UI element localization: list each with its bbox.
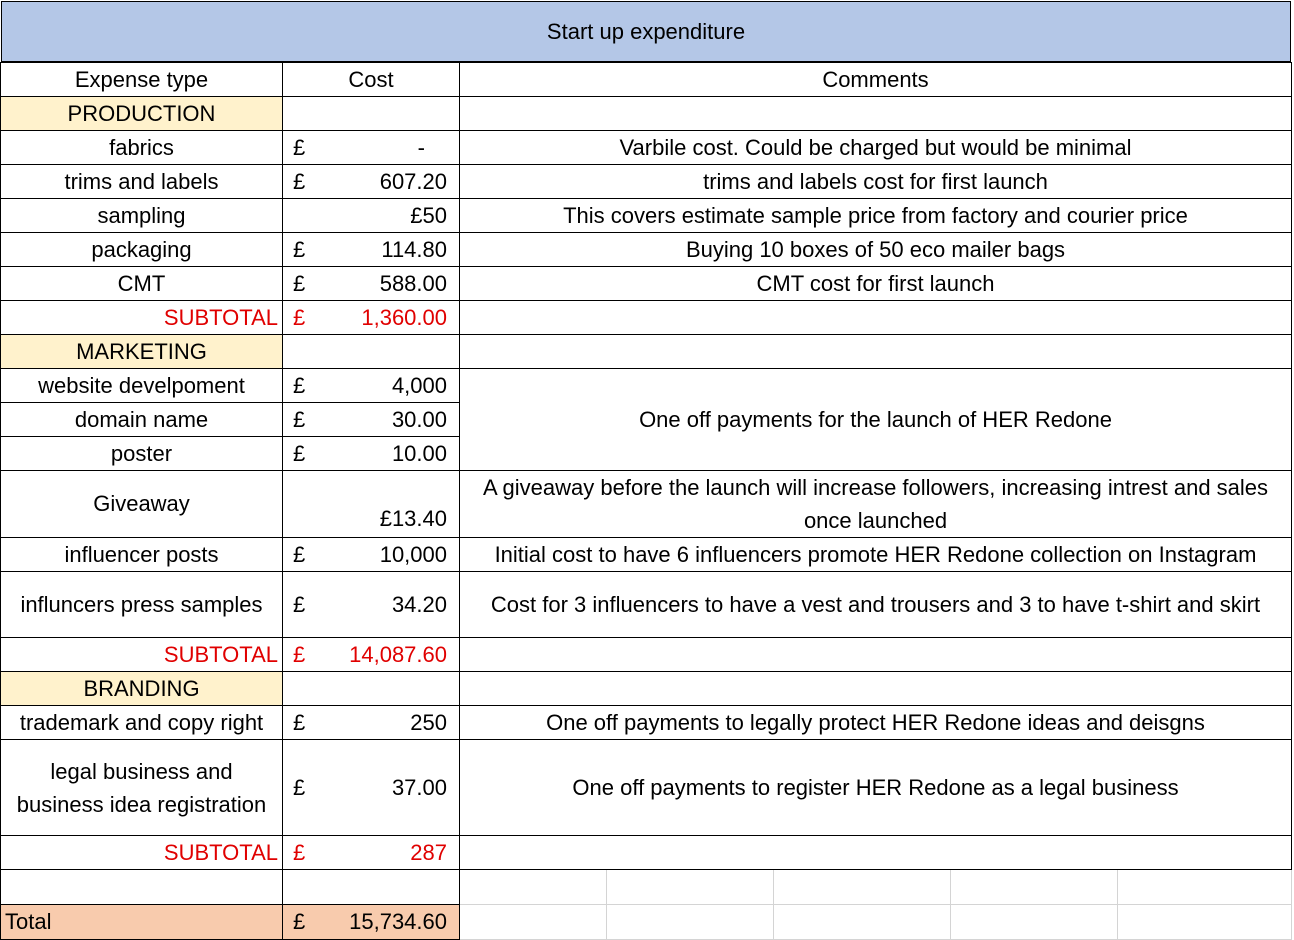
cost-amount: 4,000 [391, 372, 447, 398]
subtotal-row-branding [1, 836, 1292, 870]
table-row [1, 131, 1292, 165]
currency-symbol: £ [293, 839, 306, 865]
comment-cell[interactable]: A giveaway before the launch will increase followers, increasing intrest and sales once launched [460, 471, 1292, 538]
expense-item[interactable]: sampling [1, 199, 283, 233]
subtotal-amount: 14,087.60 [349, 641, 447, 667]
empty-cell[interactable] [460, 672, 1292, 706]
subtotal-label[interactable]: SUBTOTAL [1, 301, 283, 335]
currency-symbol: £ [293, 541, 306, 567]
total-cost-cell[interactable] [283, 905, 460, 940]
empty-cell[interactable] [460, 335, 1292, 369]
cost-amount: £13.40 [379, 506, 447, 531]
subtotal-label[interactable]: SUBTOTAL [1, 836, 283, 870]
currency-symbol: £ [293, 304, 306, 330]
blank-row [1, 870, 1292, 905]
subtotal-row-production [1, 301, 1292, 335]
comment-cell[interactable]: One off payments to register HER Redone as a legal business [460, 740, 1292, 836]
currency-symbol: £ [293, 372, 306, 398]
expense-item[interactable]: Giveaway [1, 471, 283, 538]
empty-cell[interactable] [460, 301, 1292, 335]
table-row [1, 538, 1292, 572]
cost-amount: 37.00 [391, 774, 447, 800]
comment-cell[interactable]: CMT cost for first launch [460, 267, 1292, 301]
expense-item[interactable]: website develpoment [1, 369, 283, 403]
cost-amount: 10.00 [391, 440, 447, 466]
section-row-production [1, 97, 1292, 131]
subtotal-row-marketing [1, 638, 1292, 672]
cost-cell[interactable] [283, 369, 460, 403]
expense-item[interactable]: packaging [1, 233, 283, 267]
empty-cell[interactable] [283, 672, 460, 706]
currency-symbol: £ [293, 270, 306, 296]
comment-cell[interactable]: Cost for 3 influencers to have a vest and trousers and 3 to have t-shirt and skirt [460, 572, 1292, 638]
comment-cell[interactable]: Buying 10 boxes of 50 eco mailer bags [460, 233, 1292, 267]
section-row-marketing [1, 335, 1292, 369]
table-row [1, 740, 1292, 836]
header-cost[interactable]: Cost [283, 63, 460, 97]
table-row [1, 199, 1292, 233]
comment-cell[interactable]: One off payments to legally protect HER Redone ideas and deisgns [460, 706, 1292, 740]
cost-cell[interactable] [283, 706, 460, 740]
table-row [1, 471, 1292, 538]
expense-item[interactable]: trims and labels [1, 165, 283, 199]
section-label-production[interactable]: PRODUCTION [1, 97, 283, 131]
expense-item[interactable]: domain name [1, 403, 283, 437]
cost-amount: 607.20 [379, 168, 447, 194]
sheet-title[interactable]: Start up expenditure [1, 1, 1291, 62]
section-row-branding [1, 672, 1292, 706]
cost-cell[interactable] [283, 267, 460, 301]
currency-symbol: £ [293, 406, 306, 432]
table-row [1, 572, 1292, 638]
cost-amount: 34.20 [391, 591, 447, 617]
empty-grid-cells[interactable] [460, 870, 1292, 905]
currency-symbol: £ [293, 909, 306, 934]
header-row [1, 63, 1292, 97]
subtotal-cost-cell[interactable] [283, 301, 460, 335]
cost-amount: 588.00 [379, 270, 447, 296]
table-row [1, 267, 1292, 301]
section-label-marketing[interactable]: MARKETING [1, 335, 283, 369]
expense-item[interactable]: CMT [1, 267, 283, 301]
cost-amount: 250 [410, 709, 447, 735]
cost-cell[interactable] [283, 471, 460, 538]
empty-grid-cells[interactable] [460, 905, 1292, 940]
table-row [1, 233, 1292, 267]
total-label[interactable]: Total [1, 905, 283, 940]
subtotal-amount: 287 [410, 839, 447, 865]
table-row [1, 369, 1292, 403]
expense-item[interactable]: trademark and copy right [1, 706, 283, 740]
merged-comment-cell[interactable]: One off payments for the launch of HER Redone [460, 369, 1292, 471]
currency-symbol: £ [293, 134, 306, 160]
cost-amount: 30.00 [391, 406, 447, 432]
expense-item[interactable]: poster [1, 437, 283, 471]
cost-cell[interactable] [283, 233, 460, 267]
header-comments[interactable]: Comments [460, 63, 1292, 97]
section-label-branding[interactable]: BRANDING [1, 672, 283, 706]
comment-cell[interactable]: trims and labels cost for first launch [460, 165, 1292, 199]
cost-cell[interactable] [283, 437, 460, 471]
cost-cell[interactable] [283, 131, 460, 165]
cost-amount: 10,000 [379, 541, 447, 567]
expense-item[interactable]: influncers press samples [1, 572, 283, 638]
subtotal-cost-cell[interactable] [283, 638, 460, 672]
total-amount: 15,734.60 [349, 909, 447, 934]
empty-cell[interactable] [283, 335, 460, 369]
cost-cell[interactable] [283, 538, 460, 572]
comment-cell[interactable]: This covers estimate sample price from factory and courier price [460, 199, 1292, 233]
currency-symbol: £ [293, 236, 306, 262]
empty-cell[interactable] [460, 97, 1292, 131]
expenditure-table [0, 62, 1292, 940]
empty-cell[interactable] [1, 870, 283, 905]
currency-symbol: £ [293, 440, 306, 466]
currency-symbol: £ [293, 641, 306, 667]
cost-cell[interactable] [283, 199, 460, 233]
cost-cell[interactable] [283, 165, 460, 199]
cost-amount: - [417, 134, 425, 160]
empty-cell[interactable] [460, 638, 1292, 672]
currency-symbol: £ [293, 774, 306, 800]
currency-symbol: £ [293, 168, 306, 194]
expense-item[interactable]: fabrics [1, 131, 283, 165]
empty-cell[interactable] [283, 97, 460, 131]
cost-cell[interactable] [283, 740, 460, 836]
subtotal-label[interactable]: SUBTOTAL [1, 638, 283, 672]
total-row [1, 905, 1292, 940]
comment-cell[interactable]: Varbile cost. Could be charged but would be minimal [460, 131, 1292, 165]
currency-symbol: £ [293, 591, 306, 617]
table-row [1, 706, 1292, 740]
currency-symbol: £ [293, 709, 306, 735]
header-expense-type[interactable]: Expense type [1, 63, 283, 97]
subtotal-amount: 1,360.00 [361, 304, 447, 330]
cost-amount: £50 [410, 202, 447, 228]
empty-cell[interactable] [283, 870, 460, 905]
empty-cell[interactable] [460, 836, 1292, 870]
cost-amount: 114.80 [381, 236, 447, 262]
cost-cell[interactable] [283, 403, 460, 437]
expense-item[interactable]: influencer posts [1, 538, 283, 572]
comment-cell[interactable]: Initial cost to have 6 influencers promote HER Redone collection on Instagram [460, 538, 1292, 572]
table-row [1, 165, 1292, 199]
expense-item[interactable]: legal business and business idea registration [1, 740, 283, 836]
subtotal-cost-cell[interactable] [283, 836, 460, 870]
cost-cell[interactable] [283, 572, 460, 638]
